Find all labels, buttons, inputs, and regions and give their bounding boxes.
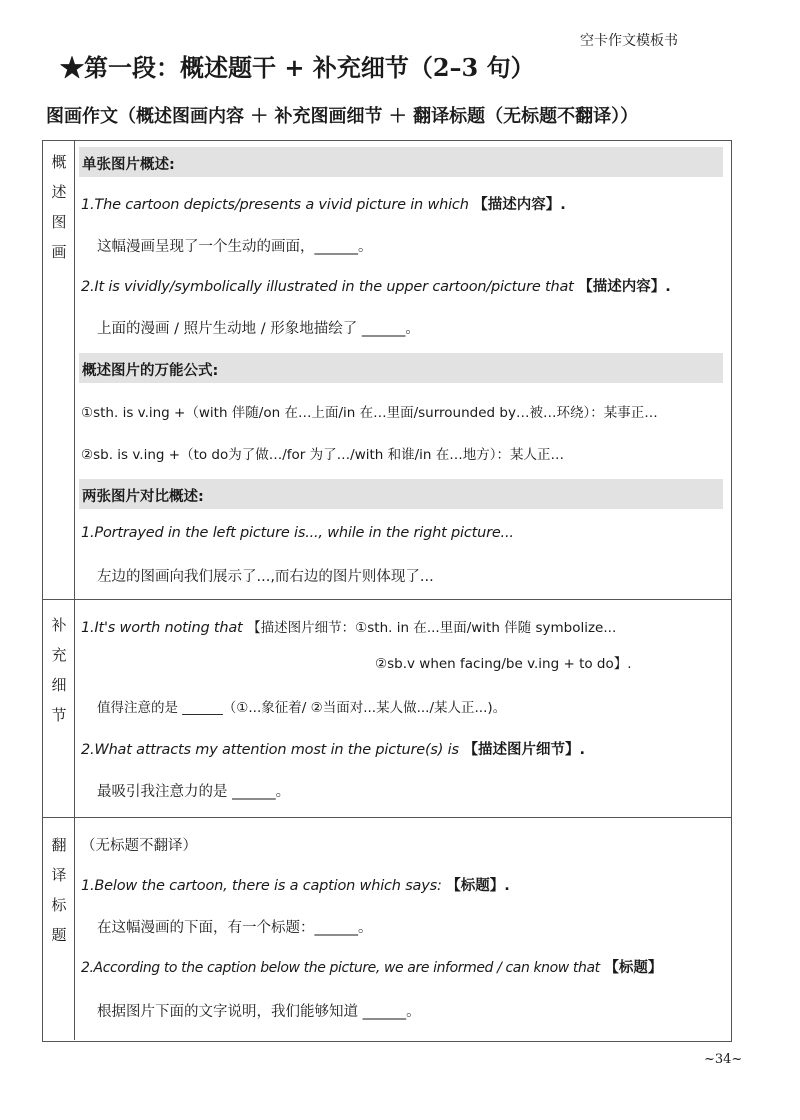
side-char: 画: [51, 243, 67, 261]
heading-band: [79, 147, 723, 177]
translate-2-en: 2.According to the caption below the picture, we are informed / can know that: [81, 960, 600, 976]
side-label-translate: [43, 818, 75, 1040]
side-char: 补: [51, 616, 67, 634]
compare-1-en: 1.Portrayed in the left picture is..., while in the right picture...: [81, 525, 514, 541]
heading-formula: 概述图片的万能公式:: [82, 363, 219, 379]
side-char: 细: [51, 676, 67, 694]
detail-2-en: 2.What attracts my attention most in the picture(s) is: [81, 742, 459, 758]
subsection-title: 图画作文（概述图画内容 ＋ 补充图画细节 ＋ 翻译标题（无标题不翻译））: [46, 106, 639, 127]
sentence-1: [81, 193, 566, 214]
translate-2-tag: 【标题】: [604, 960, 663, 976]
translate-1-en: 1.Below the cartoon, there is a caption which says:: [81, 878, 442, 894]
header-tag: 空卡作文模板书: [580, 33, 678, 49]
row-translate: [43, 817, 731, 1040]
template-table: [42, 140, 732, 1042]
heading-compare: 两张图片对比概述:: [82, 489, 204, 505]
sentence-2-tag: 【描述内容】.: [578, 279, 671, 295]
describe-content: [75, 141, 731, 599]
heading-band: [79, 479, 723, 509]
side-label-describe: [43, 141, 75, 599]
formula-2: ②sb. is v.ing +（to do为了做…/for 为了…/with 和谁/in 在…地方）：某人正…: [81, 447, 565, 463]
heading-single-picture: 单张图片概述:: [82, 157, 175, 173]
translate-2-zh: 根据图片下面的文字说明，我们能够知道 ______。: [97, 1004, 421, 1020]
translate-note: （无标题不翻译）: [81, 838, 197, 854]
sentence-2-zh: 上面的漫画 / 照片生动地 / 形象地描绘了 ______。: [97, 321, 420, 337]
formula-1: ①sth. is v.ing +（with 伴随/on 在…上面/in 在…里面/surrounded by…被…环绕）：某事正…: [81, 405, 658, 421]
section-title: ★第一段：概述题干 + 补充细节（2–3 句）: [60, 53, 535, 82]
detail-1-zh: 值得注意的是 ______（①...象征着/ ②当面对...某人做.../某人正...)。: [97, 700, 507, 716]
compare-1-zh: 左边的图画向我们展示了...,而右边的图片则体现了...: [97, 569, 434, 585]
side-char: 充: [51, 646, 67, 664]
side-char: 标: [51, 896, 67, 914]
heading-band: [79, 353, 723, 383]
sentence-1-en: 1.The cartoon depicts/presents a vivid picture in which: [81, 197, 469, 213]
detail-1-en: 1.It's worth noting that: [81, 620, 243, 636]
sentence-2-en: 2.It is vividly/symbolically illustrated in the upper cartoon/picture that: [81, 279, 574, 295]
sentence-1-tag: 【描述内容】.: [473, 197, 566, 213]
side-char: 节: [51, 706, 67, 724]
row-detail: [43, 599, 731, 817]
side-char: 翻: [51, 836, 67, 854]
side-char: 图: [51, 213, 67, 231]
translate-1: [81, 874, 510, 895]
detail-2-tag: 【描述图片细节】.: [463, 742, 585, 758]
translate-1-tag: 【标题】.: [446, 878, 510, 894]
detail-1-tag: 【描述图片细节：①sth. in 在...里面/with 伴随 symbolize...: [247, 620, 617, 636]
side-char: 译: [51, 866, 67, 884]
side-char: 概: [51, 153, 67, 171]
detail-1-continued: ②sb.v when facing/be v.ing + to do】.: [375, 656, 632, 672]
detail-content: [75, 600, 731, 817]
translate-2: [81, 956, 662, 977]
side-char: 题: [51, 926, 67, 944]
sentence-2: [81, 275, 671, 296]
detail-1: [81, 616, 616, 636]
side-label-detail: [43, 600, 75, 817]
side-char: 述: [51, 183, 67, 201]
sentence-1-zh: 这幅漫画呈现了一个生动的画面，______。: [97, 239, 373, 255]
row-describe: [43, 141, 731, 599]
translate-1-zh: 在这幅漫画的下面，有一个标题：______。: [97, 920, 373, 936]
translate-content: [75, 818, 731, 1040]
detail-2-zh: 最吸引我注意力的是 ______。: [97, 784, 291, 800]
page-number: ~34~: [704, 1052, 743, 1067]
detail-2: [81, 738, 585, 759]
